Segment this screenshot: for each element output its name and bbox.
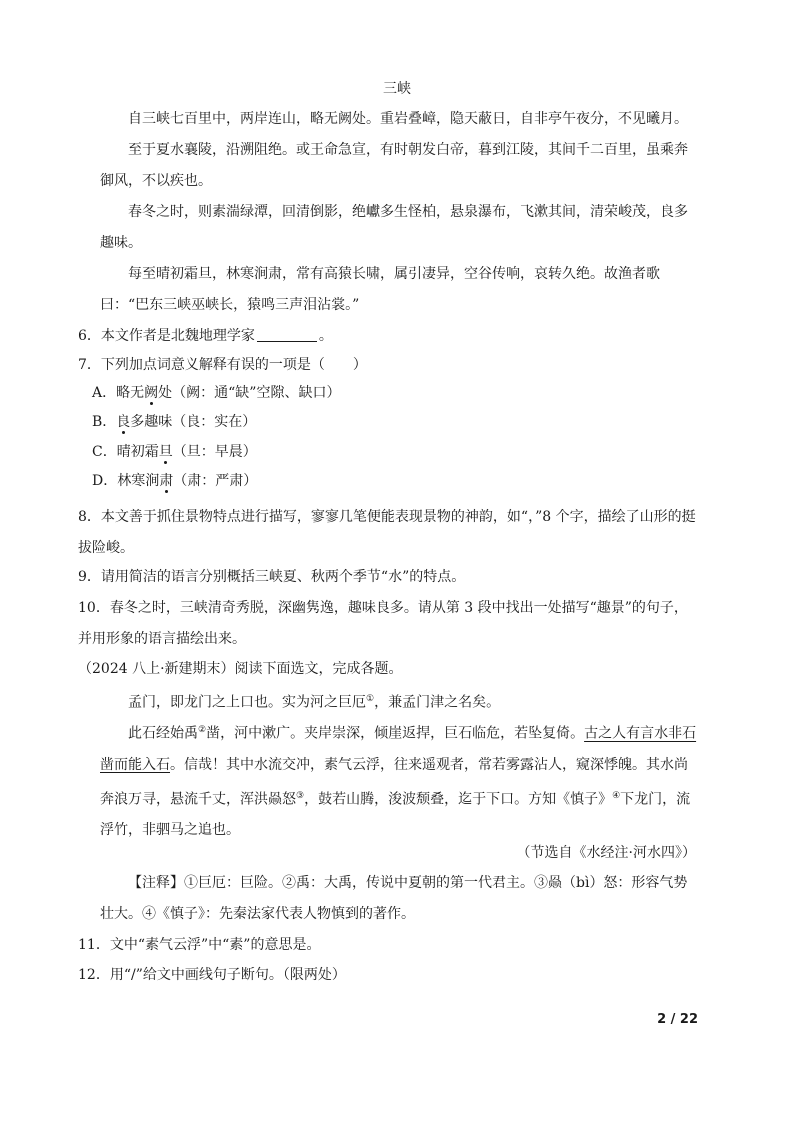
- option-a-dotted-word: 阙: [144, 385, 159, 401]
- question-11: 11．文中“素气云浮”中“素”的意思是。: [78, 937, 321, 953]
- question-7: 7．下列加点词意义解释有误的一项是（ ）: [78, 357, 367, 373]
- option-b-pre: B．: [92, 414, 117, 430]
- annotation-notes: 【注释】①巨厄：巨险。②禹：大禹，传说中夏朝的第一代君主。③赑（bì）怒：形容气势壮大。④《慎子》：先秦法家代表人物慎到的著作。: [100, 875, 688, 922]
- footnote-marker-1: ①: [366, 694, 375, 704]
- passage-title: 三峡: [383, 81, 411, 97]
- question-7-option-c: [92, 437, 257, 468]
- question-9: 9．请用简洁的语言分别概括三峡夏、秋两个季节“水”的特点。: [78, 569, 466, 585]
- option-c-post: （旦：早晨）: [172, 444, 257, 460]
- footnote-marker-4: ④: [612, 790, 621, 801]
- passage2-paragraph-2: [100, 715, 700, 846]
- question-10: 10．春冬之时，三峡清奇秀脱，深幽隽逸，趣味良多。请从第 3 段中找出一处描写“趣景”的句子，并用形象的语言描绘出来。: [78, 600, 688, 647]
- question-6-text: 6．本文作者是北魏地理学家: [78, 328, 255, 344]
- passage2-paragraph-1: [100, 684, 700, 719]
- answer-blank[interactable]: [257, 327, 317, 342]
- passage2-p2-text-d: ，鼓若山腾，浚波颓叠，迄于下口。方知《慎子》: [304, 791, 613, 808]
- option-c-dotted-word: 旦: [158, 444, 173, 460]
- option-b-dotted-word: 良: [116, 414, 131, 430]
- passage1-paragraph-2: 至于夏水襄陵，沿溯阻绝。或王命急宣，有时朝发白帝，暮到江陵，其间千二百里，虽乘奔御风，不以疾也。: [100, 142, 688, 189]
- passage2-p2-text-e: 下龙门，流浮竹，非驷马之追也。: [100, 791, 691, 839]
- question-8: 8．本文善于抓住景物特点进行描写，寥寥几笔便能表现景物的神韵，如“，”8 个字，描绘了山形的挺拔险峻。: [78, 509, 696, 556]
- question-12: 12．用“/”给文中画线句子断句。（限两处）: [78, 967, 346, 983]
- section-intro: （2024 八上·新建期末）阅读下面选文，完成各题。: [78, 661, 403, 677]
- footnote-marker-3: ③: [296, 790, 305, 801]
- option-d-post: （肃：严肃）: [173, 473, 258, 489]
- option-a-pre: A．略无: [92, 385, 145, 401]
- question-7-option-b: [92, 407, 256, 438]
- passage2-p2-text-b: 凿，河中漱广。夹岸崇深，倾崖返捍，巨石临危，若坠复倚。: [206, 725, 585, 742]
- passage1-paragraph-4: 每至晴初霜旦，林寒涧肃，常有高猿长啸，属引凄异，空谷传响，哀转久绝。故渔者歌曰：“巴东三峡巫峡长，猿鸣三声泪沾裳。”: [100, 266, 660, 313]
- question-6-end: 。: [318, 328, 333, 344]
- option-d-pre: D．林寒涧: [92, 473, 160, 489]
- passage1-paragraph-1: 自三峡七百里中，两岸连山，略无阙处。重岩叠嶂，隐天蔽日，自非亭午夜分，不见曦月。: [128, 111, 688, 127]
- passage2-p2-text-c: 。信哉！其中水流交冲，素气云浮，往来遥观者，常若雾露沾人，窥深悸魄。其水尚奔浪万寻，悬流千丈，浑洪赑怒: [100, 756, 688, 808]
- passage2-p1-text-b: ，兼孟门津之名矣。: [374, 694, 501, 711]
- passage2-p2-text-a: 此石经始禹: [128, 725, 198, 742]
- option-a-post: 处（阙：通“缺”空隙、缺口）: [158, 385, 341, 401]
- underlined-sentence: 古之人有言水非石凿而能入石: [100, 725, 697, 773]
- option-d-dotted-word: 肃: [159, 473, 174, 489]
- page-number: 2 / 22: [657, 1012, 698, 1027]
- passage1-paragraph-3: 春冬之时，则素湍绿潭，回清倒影，绝巘多生怪柏，悬泉瀑布，飞漱其间，清荣峻茂，良多趣味。: [100, 204, 688, 251]
- passage2-p1-text-a: 孟门，即龙门之上口也。实为河之巨厄: [128, 694, 366, 711]
- question-7-option-d: [92, 466, 257, 497]
- option-b-post: 多趣味（良：实在）: [130, 414, 257, 430]
- footnote-marker-2: ②: [198, 725, 207, 735]
- question-7-option-a: [92, 378, 340, 409]
- question-6: [78, 321, 700, 352]
- source-citation: （节选自《水经注·河水四》）: [516, 845, 696, 861]
- option-c-pre: C．晴初霜: [92, 444, 159, 460]
